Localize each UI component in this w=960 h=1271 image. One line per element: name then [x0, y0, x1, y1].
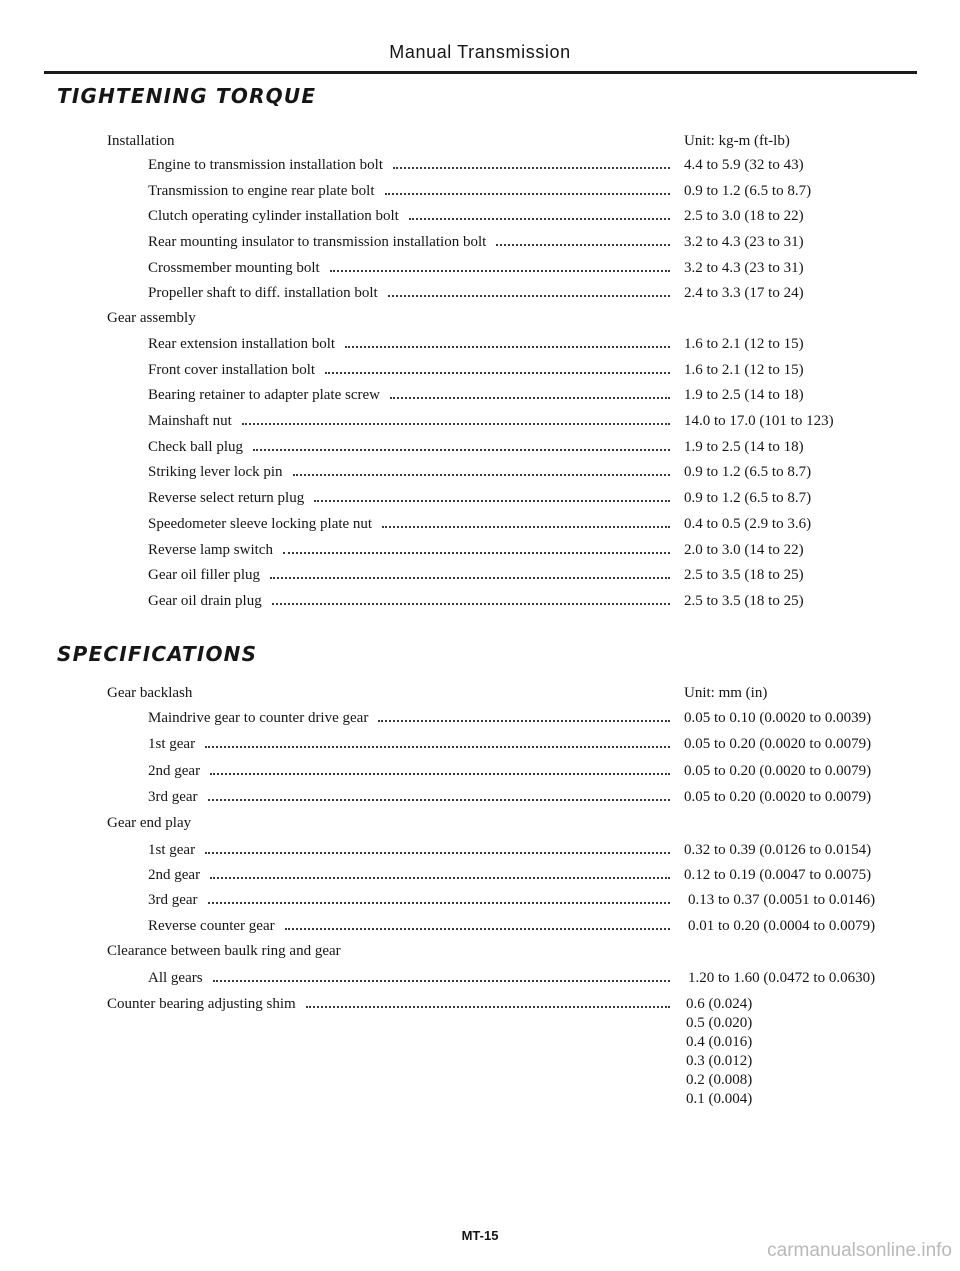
- spec-value: 2.5 to 3.5 (18 to 25): [684, 593, 804, 609]
- dot-leader: [390, 394, 670, 399]
- dot-leader: [388, 292, 670, 297]
- gear-end-play-group-label: Gear end play: [107, 815, 192, 831]
- spec-value: 2.4 to 3.3 (17 to 24): [684, 285, 804, 301]
- gear-assembly-group-label: Gear assembly: [107, 310, 196, 326]
- spec-row: [0, 155, 960, 175]
- torque-unit-label: Unit: kg-m (ft-lb): [684, 133, 790, 149]
- dot-leader: [285, 925, 670, 930]
- spec-row: [0, 890, 960, 910]
- spec-value: 0.13 to 0.37 (0.0051 to 0.0146): [688, 892, 876, 908]
- spec-value: 2.5 to 3.5 (18 to 25): [684, 567, 804, 583]
- spec-label: Gear oil drain plug: [148, 593, 262, 609]
- dot-leader: [210, 770, 670, 775]
- dot-leader: [345, 343, 670, 348]
- spec-row: [0, 865, 960, 885]
- spec-label: Speedometer sleeve locking plate nut: [148, 516, 373, 532]
- spec-label: 2nd gear: [148, 867, 201, 883]
- spec-row: [0, 232, 960, 252]
- spec-value: 0.9 to 1.2 (6.5 to 8.7): [684, 183, 812, 199]
- spec-value: 3.2 to 4.3 (23 to 31): [684, 234, 804, 250]
- spec-value: 2.0 to 3.0 (14 to 22): [684, 542, 804, 558]
- spec-value: 1.9 to 2.5 (14 to 18): [684, 387, 804, 403]
- dot-leader: [205, 743, 670, 748]
- spec-value: 2.5 to 3.0 (18 to 22): [684, 208, 804, 224]
- spec-label: All gears: [148, 970, 203, 986]
- spec-label: Striking lever lock pin: [148, 464, 283, 480]
- gear-backlash-group-label: Gear backlash: [107, 685, 193, 701]
- torque-heading: TIGHTENING TORQUE: [57, 84, 317, 108]
- spec-value: 0.05 to 0.20 (0.0020 to 0.0079): [684, 763, 872, 779]
- page-number: MT-15: [461, 1228, 499, 1243]
- spec-value: 4.4 to 5.9 (32 to 43): [684, 157, 804, 173]
- spec-row: [0, 968, 960, 988]
- spec-label: Transmission to engine rear plate bolt: [148, 183, 375, 199]
- dot-leader: [325, 369, 670, 374]
- spec-label: Propeller shaft to diff. installation bolt: [148, 285, 378, 301]
- dot-leader: [210, 874, 670, 879]
- dot-leader: [293, 471, 670, 476]
- spec-row: [0, 916, 960, 936]
- dot-leader: [208, 796, 670, 801]
- page-header: Manual Transmission: [389, 42, 571, 62]
- spec-row: [0, 840, 960, 860]
- spec-label: Reverse counter gear: [148, 918, 275, 934]
- spec-row: [0, 385, 960, 405]
- spec-label: Maindrive gear to counter drive gear: [148, 710, 369, 726]
- spec-label: Bearing retainer to adapter plate screw: [148, 387, 380, 403]
- spec-label: Check ball plug: [148, 439, 243, 455]
- spec-label: Gear oil filler plug: [148, 567, 261, 583]
- spec-label: Engine to transmission installation bolt: [148, 157, 383, 173]
- spec-value: 14.0 to 17.0 (101 to 123): [684, 413, 834, 429]
- dot-leader: [242, 420, 670, 425]
- spec-label: 3rd gear: [148, 789, 198, 805]
- dot-leader: [409, 215, 670, 220]
- dot-leader: [378, 717, 670, 722]
- spec-row: [0, 437, 960, 457]
- shim-value: 0.3 (0.012): [686, 1053, 753, 1069]
- spec-row: [0, 411, 960, 431]
- spec-row: [0, 761, 960, 781]
- dot-leader: [306, 1003, 670, 1008]
- spec-row: [0, 360, 960, 380]
- dot-leader: [314, 497, 670, 502]
- spec-value: 0.32 to 0.39 (0.0126 to 0.0154): [684, 842, 872, 858]
- spec-value: 1.9 to 2.5 (14 to 18): [684, 439, 804, 455]
- spec-row: [0, 462, 960, 482]
- header-rule: [44, 71, 917, 74]
- spec-value: 0.05 to 0.20 (0.0020 to 0.0079): [684, 736, 872, 752]
- spec-row: [0, 708, 960, 728]
- dot-leader: [496, 241, 670, 246]
- specifications-heading: SPECIFICATIONS: [57, 642, 258, 666]
- spec-value: 1.6 to 2.1 (12 to 15): [684, 362, 804, 378]
- spec-label: 1st gear: [148, 736, 196, 752]
- spec-label: Rear mounting insulator to transmission installation bolt: [148, 234, 487, 250]
- spec-label: Rear extension installation bolt: [148, 336, 336, 352]
- spec-value: 0.12 to 0.19 (0.0047 to 0.0075): [684, 867, 872, 883]
- spec-value: 0.4 to 0.5 (2.9 to 3.6): [684, 516, 812, 532]
- installation-group-label: Installation: [107, 133, 175, 149]
- shim-value: 0.4 (0.016): [686, 1034, 753, 1050]
- spec-value: 3.2 to 4.3 (23 to 31): [684, 260, 804, 276]
- spec-row: [0, 181, 960, 201]
- spec-row: [0, 540, 960, 560]
- spec-value: 0.6 (0.024): [686, 996, 753, 1012]
- dot-leader: [270, 574, 670, 579]
- spec-label: Mainshaft nut: [148, 413, 232, 429]
- spec-value: 1.6 to 2.1 (12 to 15): [684, 336, 804, 352]
- dot-leader: [330, 267, 670, 272]
- shim-value: 0.5 (0.020): [686, 1015, 753, 1031]
- spec-row: [0, 514, 960, 534]
- spec-row: [0, 994, 960, 1014]
- spec-label: Reverse select return plug: [148, 490, 305, 506]
- spec-row: [0, 334, 960, 354]
- spec-row: [0, 734, 960, 754]
- spec-row: [0, 258, 960, 278]
- dot-leader: [213, 977, 670, 982]
- dot-leader: [283, 549, 670, 554]
- dot-leader: [253, 446, 670, 451]
- spec-value: 0.9 to 1.2 (6.5 to 8.7): [684, 464, 812, 480]
- spec-value: 0.9 to 1.2 (6.5 to 8.7): [684, 490, 812, 506]
- dot-leader: [385, 190, 671, 195]
- spec-row: [0, 488, 960, 508]
- spec-label: 3rd gear: [148, 892, 198, 908]
- spec-label: Front cover installation bolt: [148, 362, 316, 378]
- spec-label: Crossmember mounting bolt: [148, 260, 320, 276]
- shim-value: 0.1 (0.004): [686, 1091, 753, 1107]
- spec-value: 1.20 to 1.60 (0.0472 to 0.0630): [688, 970, 876, 986]
- spec-value: 0.01 to 0.20 (0.0004 to 0.0079): [688, 918, 876, 934]
- spec-label: Reverse lamp switch: [148, 542, 273, 558]
- spec-row: [0, 206, 960, 226]
- dot-leader: [382, 523, 670, 528]
- shim-value: 0.2 (0.008): [686, 1072, 753, 1088]
- dot-leader: [272, 600, 670, 605]
- spec-row: [0, 787, 960, 807]
- spec-row: [0, 283, 960, 303]
- dot-leader: [208, 899, 670, 904]
- dot-leader: [393, 164, 670, 169]
- specs-unit-label: Unit: mm (in): [684, 685, 768, 701]
- spec-label: 1st gear: [148, 842, 196, 858]
- spec-label: Counter bearing adjusting shim: [107, 996, 296, 1012]
- dot-leader: [205, 849, 670, 854]
- clearance-group-label: Clearance between baulk ring and gear: [107, 943, 341, 959]
- watermark: carmanualsonline.info: [767, 1240, 952, 1261]
- spec-label: Clutch operating cylinder installation bolt: [148, 208, 399, 224]
- spec-row: [0, 591, 960, 611]
- spec-value: 0.05 to 0.10 (0.0020 to 0.0039): [684, 710, 872, 726]
- spec-row: [0, 565, 960, 585]
- spec-label: 2nd gear: [148, 763, 201, 779]
- spec-value: 0.05 to 0.20 (0.0020 to 0.0079): [684, 789, 872, 805]
